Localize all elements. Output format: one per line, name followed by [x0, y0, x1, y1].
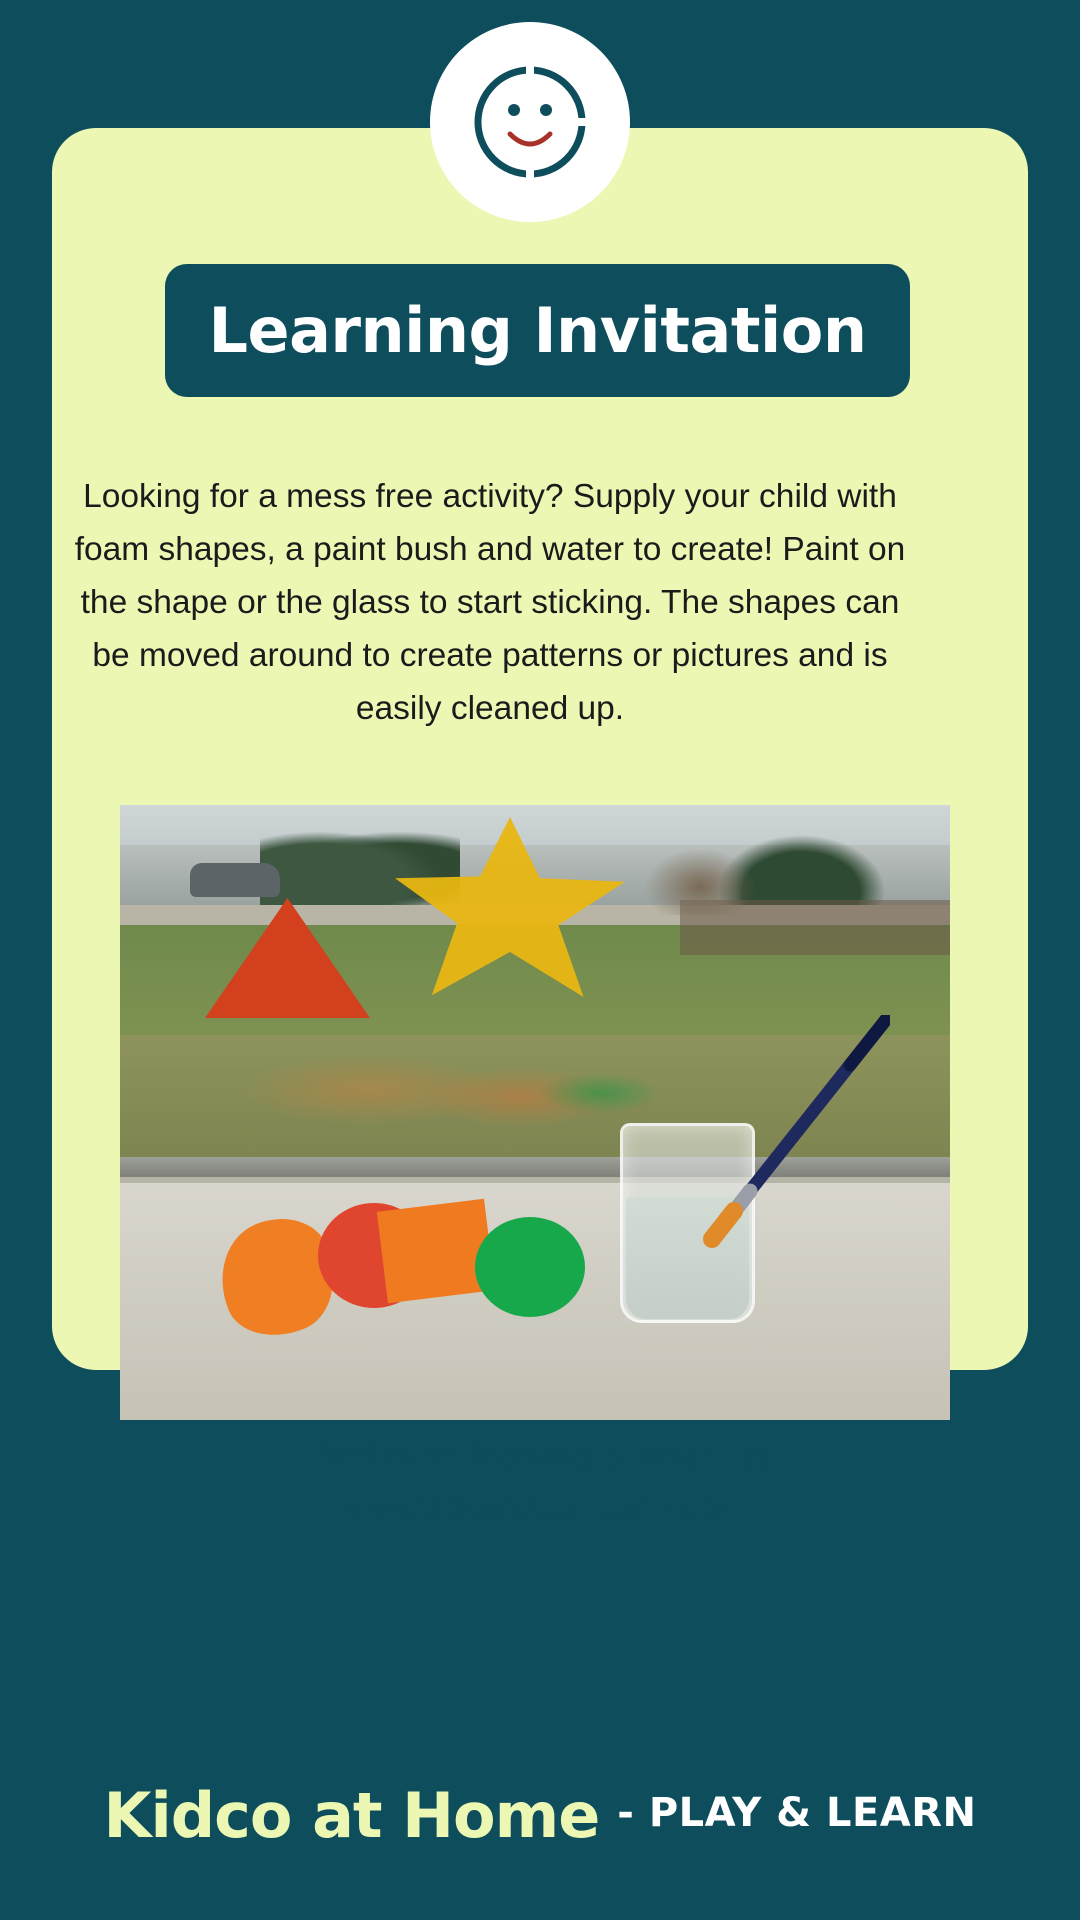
photo-shrub — [640, 845, 760, 915]
brand-tagline: - PLAY & LEARN — [617, 1790, 977, 1836]
paintbrush-icon — [650, 1015, 890, 1255]
activity-photo — [120, 805, 950, 1420]
smiley-face-circle-logo-icon — [466, 58, 594, 186]
photo-parked-car — [190, 863, 280, 897]
brand-name: Kidco at Home — [103, 1778, 600, 1852]
activity-description: Looking for a mess free activity? Supply your child with foam shapes, a paint bush and water to create! Paint on the shape or the glass to start sticking. The shapes can be moved around to create patterns or pictures and is easily cleaned up. — [74, 478, 906, 727]
footer-line-1: Find more learning activities at — [309, 1437, 771, 1475]
page-title: Learning Invitation — [208, 294, 867, 367]
footer-link-block[interactable] — [120, 1430, 960, 1534]
footer-website-link[interactable]: www.kidsandcompany.com — [336, 1489, 744, 1527]
brand-footer — [0, 1770, 1080, 1860]
photo-green-reflection — [540, 1073, 660, 1113]
brand-logo-badge — [430, 22, 630, 222]
green-foam-circle — [475, 1217, 585, 1317]
title-banner — [165, 264, 910, 397]
